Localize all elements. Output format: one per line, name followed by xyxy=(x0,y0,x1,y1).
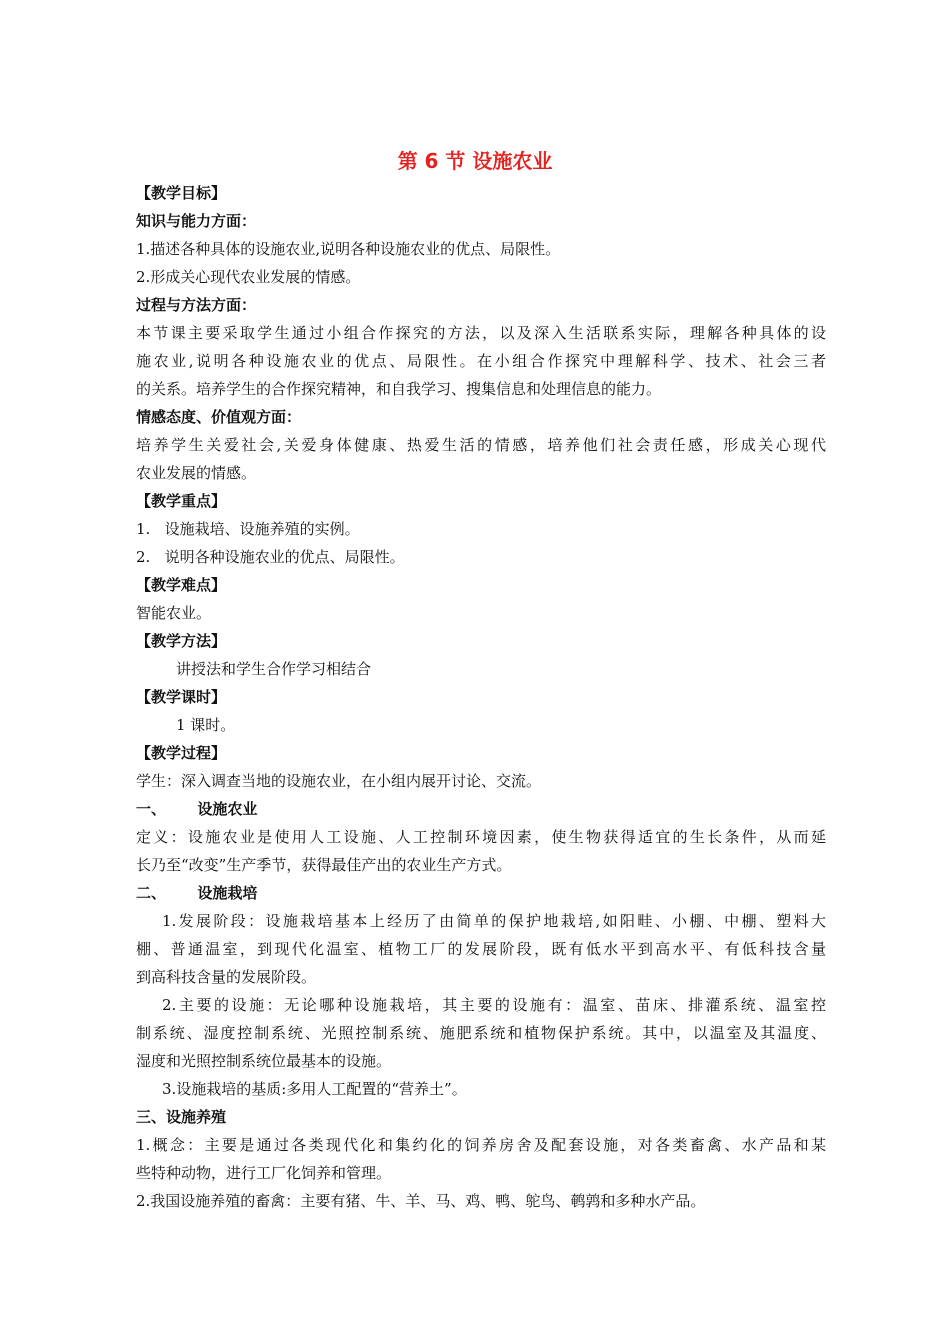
list-item: 2. 说明各种设施农业的优点、局限性。 xyxy=(136,548,405,566)
paragraph-line: 2.主要的设施：无论哪种设施栽培，其主要的设施有：温室、苗床、排灌系统、温室控 xyxy=(162,996,826,1014)
paragraph-line: 1.概念：主要是通过各类现代化和集约化的饲养房舍及配套设施，对各类畜禽、水产品和某 xyxy=(136,1136,826,1154)
subheading-process: 过程与方法方面： xyxy=(136,296,257,314)
section-heading-objectives: 【教学目标】 xyxy=(136,184,227,202)
paragraph-line: 些特种动物，进行工厂化饲养和管理。 xyxy=(136,1164,392,1182)
paragraph-line: 到高科技含量的发展阶段。 xyxy=(136,968,317,986)
paragraph-line: 讲授法和学生合作学习相结合 xyxy=(176,660,372,678)
subheading-attitude: 情感态度、价值观方面： xyxy=(136,408,302,426)
part-heading-3: 三、设施养殖 xyxy=(136,1108,227,1126)
list-item: 1. 设施栽培、设施养殖的实例。 xyxy=(136,520,360,538)
paragraph-line: 制系统、湿度控制系统、光照控制系统、施肥系统和植物保护系统。其中，以温室及其温度、 xyxy=(136,1024,826,1042)
paragraph-line: 棚、普通温室，到现代化温室、植物工厂的发展阶段，既有低水平到高水平、有低科技含量 xyxy=(136,940,826,958)
paragraph-line: 2.形成关心现代农业发展的情感。 xyxy=(136,268,361,286)
paragraph-line: 1 课时。 xyxy=(176,716,236,734)
section-heading-process: 【教学过程】 xyxy=(136,744,227,762)
paragraph-line: 定义：设施农业是使用人工设施、人工控制环境因素，使生物获得适宜的生长条件，从而延 xyxy=(136,828,826,846)
subheading-knowledge: 知识与能力方面： xyxy=(136,212,257,230)
paragraph-line: 本节课主要采取学生通过小组合作探究的方法，以及深入生活联系实际，理解各种具体的设 xyxy=(136,324,826,342)
paragraph-line: 的关系。培养学生的合作探究精神，和自我学习、搜集信息和处理信息的能力。 xyxy=(136,380,662,398)
section-heading-hours: 【教学课时】 xyxy=(136,688,227,706)
paragraph-line: 湿度和光照控制系统位最基本的设施。 xyxy=(136,1052,392,1070)
paragraph-line: 智能农业。 xyxy=(136,604,212,622)
document-title: 第 6 节 设施农业 xyxy=(397,149,553,173)
paragraph-line: 2.我国设施养殖的畜禽：主要有猪、牛、羊、马、鸡、鸭、鸵鸟、鹌鹑和多种水产品。 xyxy=(136,1192,706,1210)
paragraph-line: 1.描述各种具体的设施农业,说明各种设施农业的优点、局限性。 xyxy=(136,240,561,258)
part-heading-2: 二、 设施栽培 xyxy=(136,884,258,902)
part-heading-1: 一、 设施农业 xyxy=(136,800,258,818)
paragraph-line: 学生：深入调查当地的设施农业，在小组内展开讨论、交流。 xyxy=(136,772,542,790)
document-body xyxy=(136,179,826,1215)
paragraph-line: 培养学生关爱社会,关爱身体健康、热爱生活的情感，培养他们社会责任感，形成关心现代 xyxy=(136,436,826,454)
section-heading-difficulty: 【教学难点】 xyxy=(136,576,227,594)
section-heading-key-points: 【教学重点】 xyxy=(136,492,227,510)
section-heading-method: 【教学方法】 xyxy=(136,632,227,650)
paragraph-line: 3.设施栽培的基质:多用人工配置的“营养土”。 xyxy=(162,1080,467,1098)
paragraph-line: 长乃至“改变”生产季节，获得最佳产出的农业生产方式。 xyxy=(136,856,512,874)
paragraph-line: 1.发展阶段：设施栽培基本上经历了由简单的保护地栽培,如阳畦、小棚、中棚、塑料大 xyxy=(162,912,826,930)
paragraph-line: 施农业,说明各种设施农业的优点、局限性。在小组合作探究中理解科学、技术、社会三者 xyxy=(136,352,826,370)
paragraph-line: 农业发展的情感。 xyxy=(136,464,257,482)
